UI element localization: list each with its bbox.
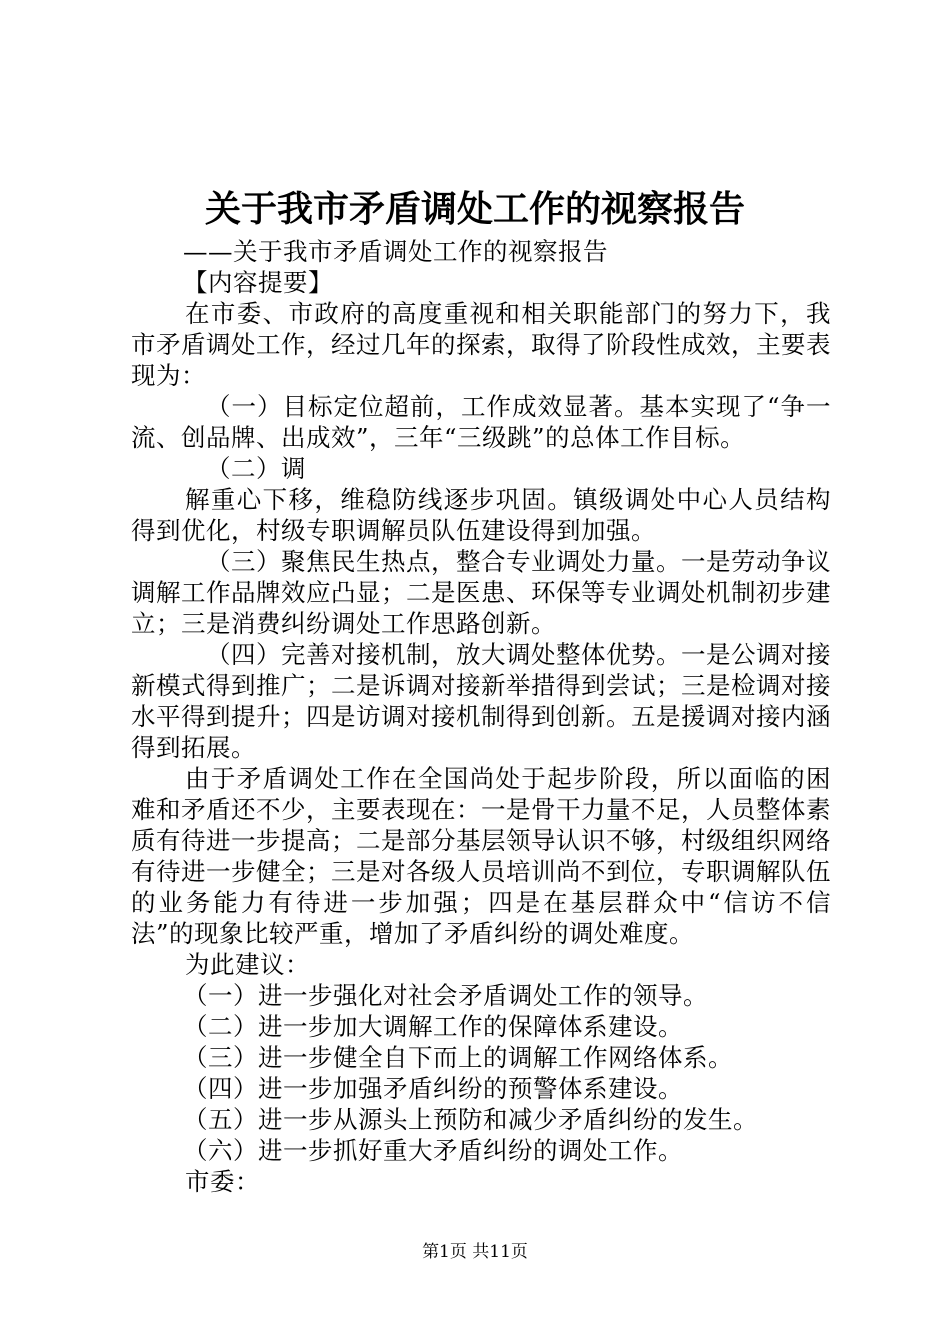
paragraph-suggestion-6: （六）进一步抓好重大矛盾纠纷的调处工作。 [183, 1136, 683, 1165]
paragraph-suggestion-2: （二）进一步加大调解工作的保障体系建设。 [183, 1012, 683, 1041]
paragraph-achievement-2-head: （二）调 [206, 454, 306, 483]
paragraph-achievement-4: （四）完善对接机制，放大调处整体优势。一是公调对接新模式得到推广；二是诉调对接新举措得到尝试；三是检调对接水平得到提升；四是访调对接机制得到创新。五是援调对接内涵得到拓展。 [131, 640, 831, 762]
paragraph-achievement-1: （一）目标定位超前，工作成效显著。基本实现了“争一流、创品牌、出成效”，三年“三级跳”的总体工作目标。 [131, 392, 831, 452]
paragraph-suggestions-heading: 为此建议： [185, 950, 310, 979]
paragraph-suggestion-1: （一）进一步强化对社会矛盾调处工作的领导。 [183, 981, 708, 1010]
paragraph-summary-heading: 【内容提要】 [183, 268, 333, 297]
paragraph-closing: 市委： [185, 1167, 260, 1196]
paragraph-list [131, 267, 831, 1197]
paragraph-suggestion-5: （五）进一步从源头上预防和减少矛盾纠纷的发生。 [183, 1105, 758, 1134]
paragraph-achievement-3: （三）聚焦民生热点，整合专业调处力量。一是劳动争议调解工作品牌效应凸显；二是医患、环保等专业调处机制初步建立；三是消费纠纷调处工作思路创新。 [131, 547, 831, 638]
paragraph-suggestion-3: （三）进一步健全自下而上的调解工作网络体系。 [183, 1043, 733, 1072]
paragraph-achievement-2-body: 解重心下移，维稳防线逐步巩固。镇级调处中心人员结构得到优化，村级专职调解员队伍建设得到加强。 [131, 485, 831, 545]
document-title: 关于我市矛盾调处工作的视察报告 [204, 188, 745, 230]
document-body [131, 236, 831, 1197]
paragraph-problems: 由于矛盾调处工作在全国尚处于起步阶段，所以面临的困难和矛盾还不少，主要表现在：一是骨干力量不足，人员整体素质有待进一步提高；二是部分基层领导认识不够，村级组织网络有待进一步健全；三是对各级人员培训尚不到位，专职调解队伍的业务能力有待进一步加强；四是在基层群众中“信访不信法”的现象比较严重，增加了矛盾纠纷的调处难度。 [131, 764, 831, 948]
document-subtitle: ——关于我市矛盾调处工作的视察报告 [183, 237, 608, 266]
paragraph-suggestion-4: （四）进一步加强矛盾纠纷的预警体系建设。 [183, 1074, 683, 1103]
paragraph-intro: 在市委、市政府的高度重视和相关职能部门的努力下，我市矛盾调处工作，经过几年的探索，取得了阶段性成效，主要表现为： [131, 299, 831, 390]
page-footer: 第1页 共11页 [422, 1242, 528, 1262]
